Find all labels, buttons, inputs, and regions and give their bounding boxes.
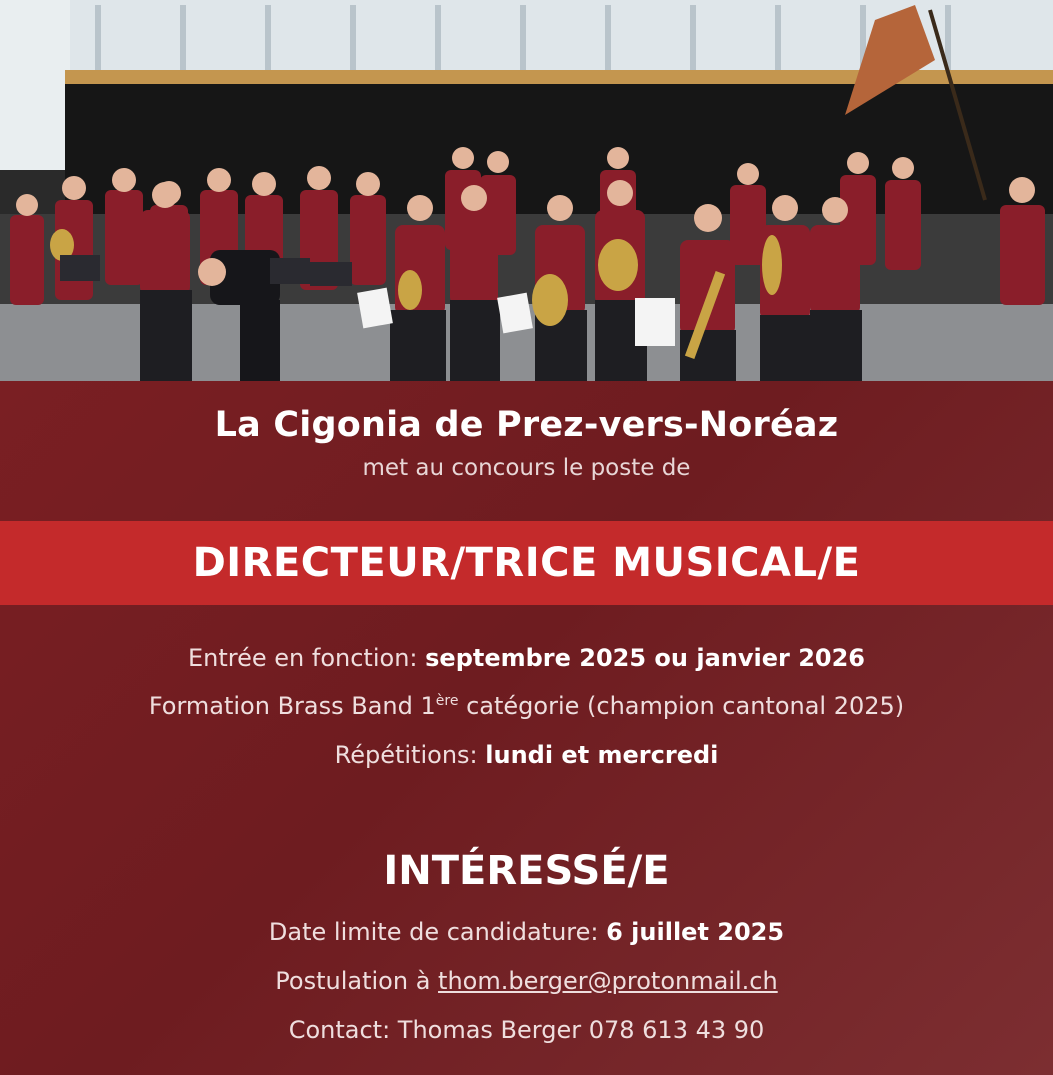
deadline-line xyxy=(0,918,1053,946)
deadline-value: 6 juillet 2025 xyxy=(606,918,785,946)
start-date-label: Entrée en fonction: xyxy=(188,644,426,672)
start-date-line xyxy=(0,644,1053,672)
apply-line xyxy=(0,967,1053,995)
organization-name: La Cigonia de Prez-vers-Noréaz xyxy=(214,405,839,445)
deadline-label: Date limite de candidature: xyxy=(268,918,607,946)
interest-heading: INTÉRESSÉ/E xyxy=(383,848,670,894)
formation-suffix: catégorie (champion cantonal 2025) xyxy=(458,692,905,720)
rehearsal-value: lundi et mercredi xyxy=(485,741,719,769)
rehearsal-line xyxy=(0,741,1053,769)
formation-superscript: ère xyxy=(435,693,459,709)
apply-label: Postulation à xyxy=(275,967,439,995)
subtitle: met au concours le poste de xyxy=(362,455,691,481)
start-date-value: septembre 2025 ou janvier 2026 xyxy=(425,644,865,672)
band-photo xyxy=(0,0,1053,381)
rehearsal-label: Répétitions: xyxy=(334,741,486,769)
position-title: DIRECTEUR/TRICE MUSICAL/E xyxy=(192,540,861,586)
band-photo-illustration xyxy=(0,0,1053,381)
contact-line: Contact: Thomas Berger 078 613 43 90 xyxy=(288,1016,765,1044)
formation-line xyxy=(0,692,1053,720)
apply-email-link[interactable]: thom.berger@protonmail.ch xyxy=(438,967,778,995)
formation-prefix: Formation Brass Band 1 xyxy=(148,692,436,720)
